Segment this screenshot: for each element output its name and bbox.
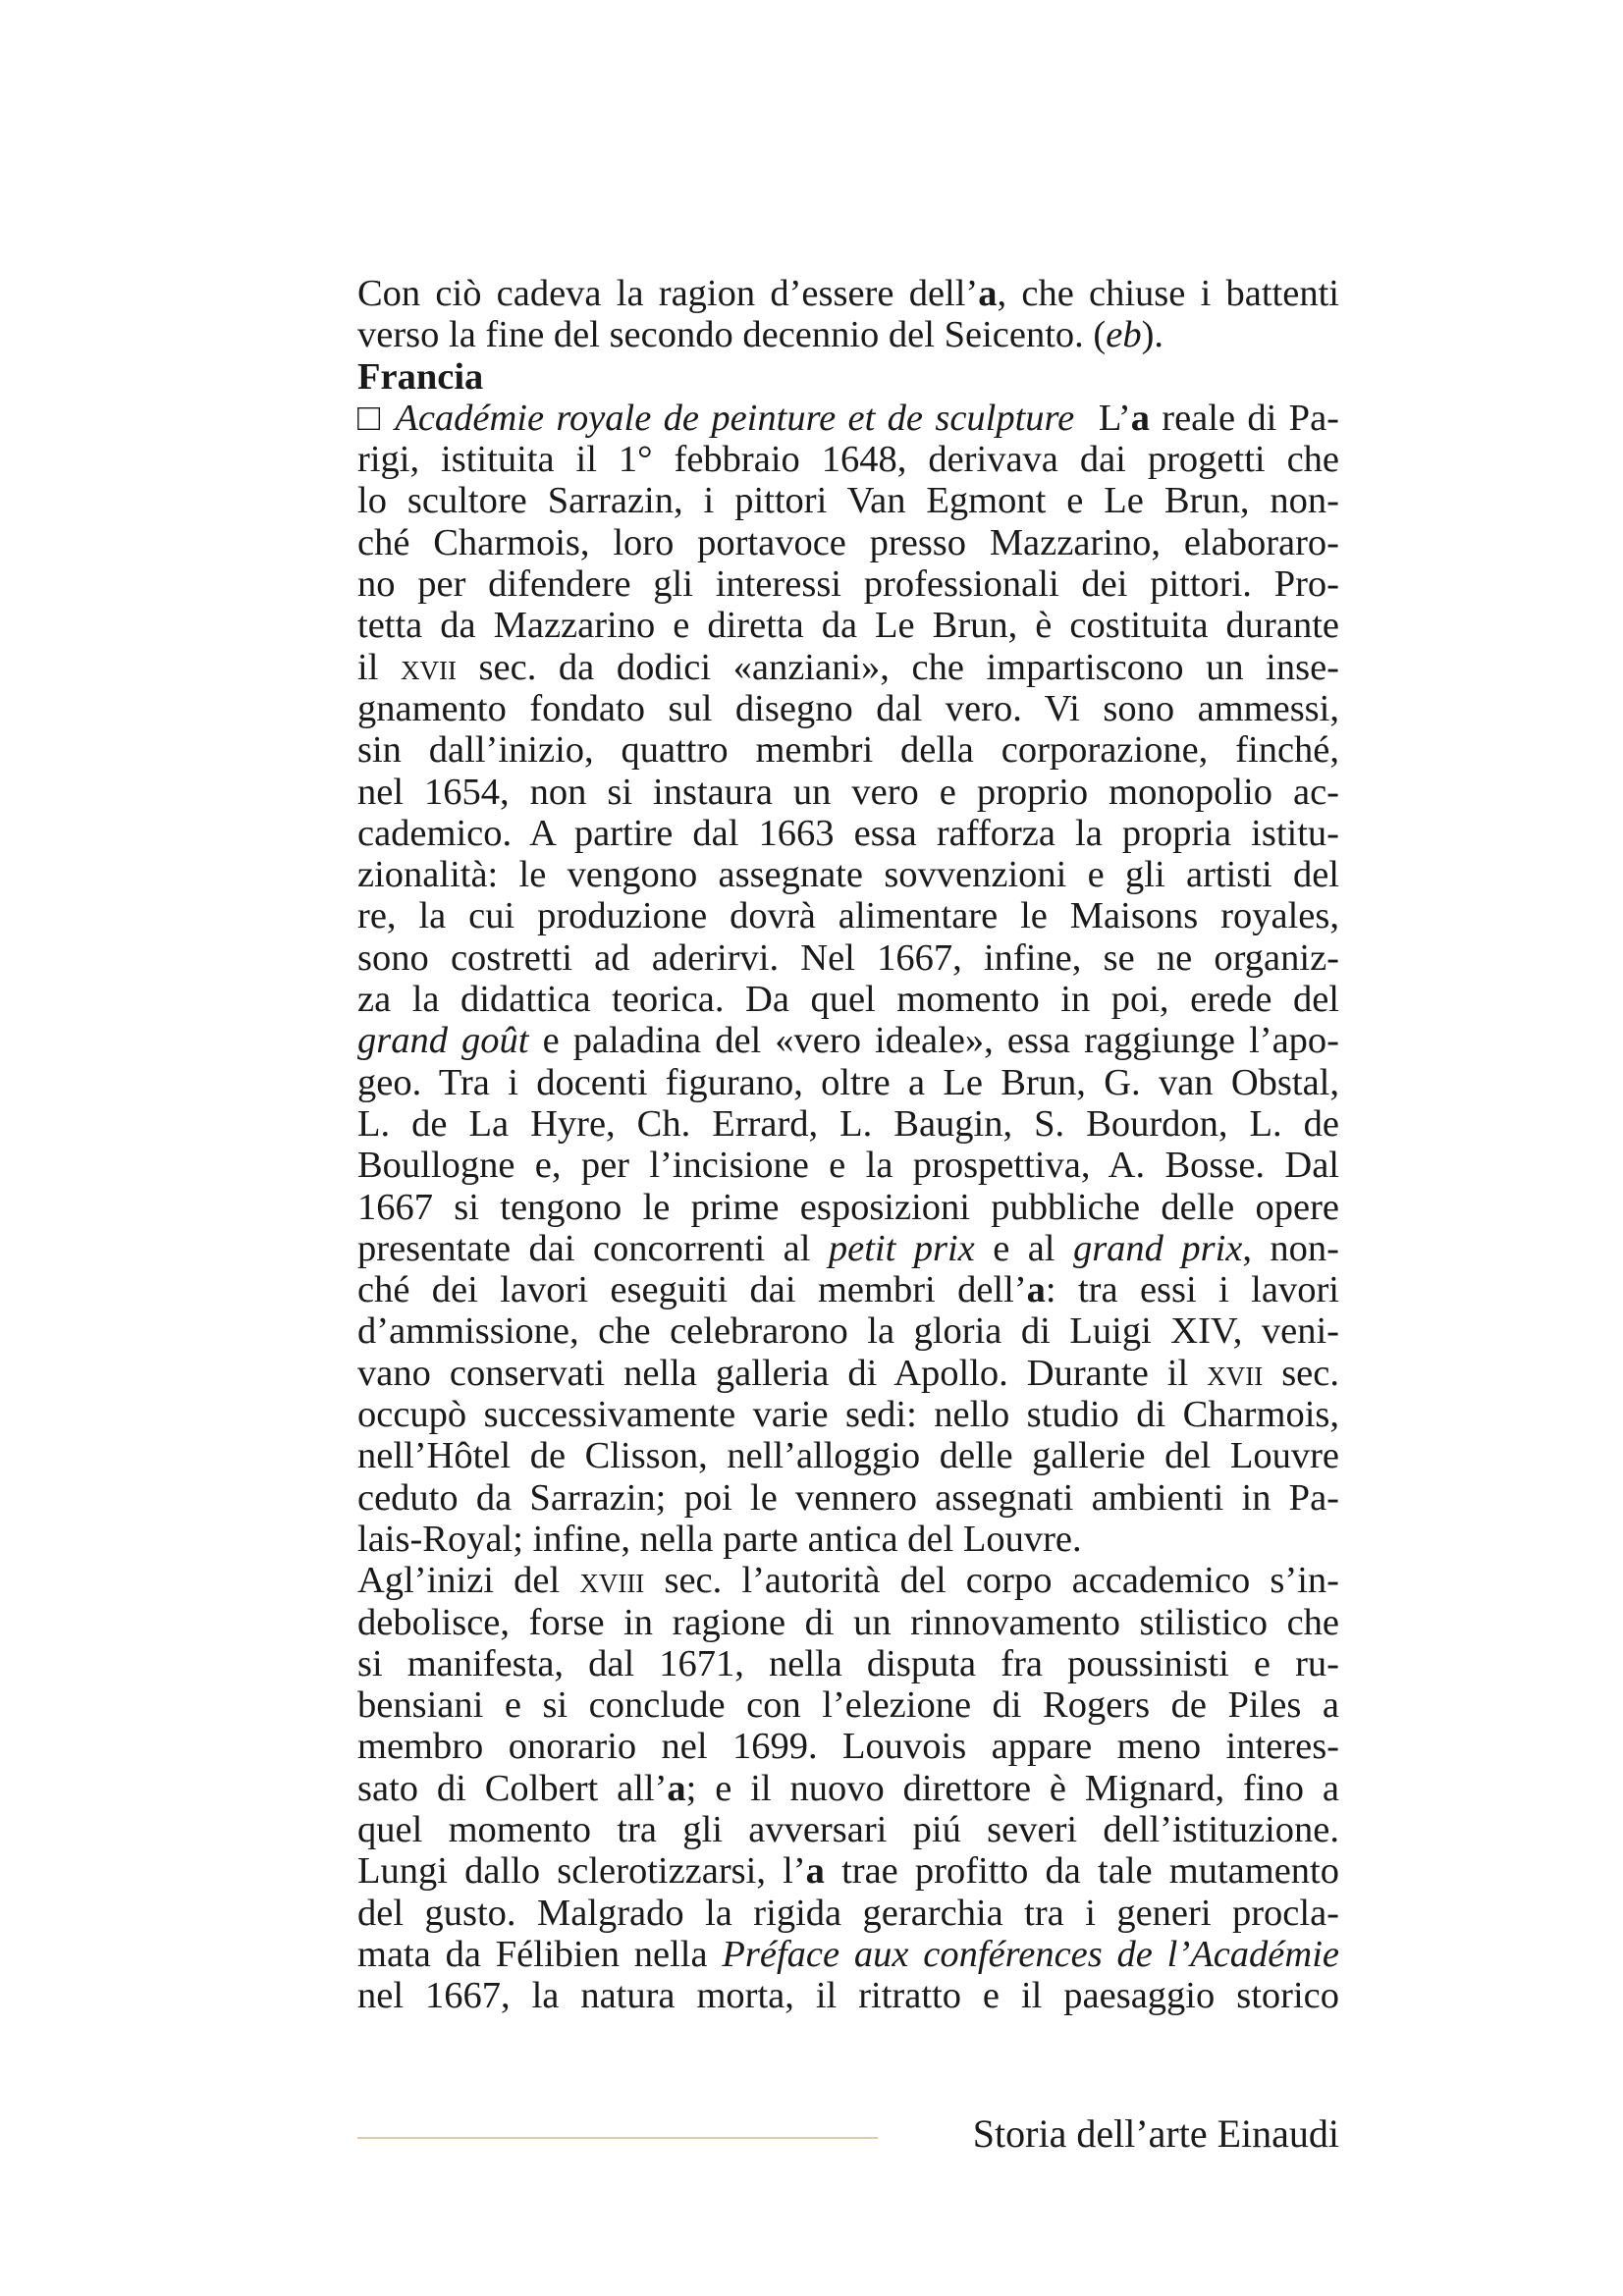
text-line: Con ciò cadeva la ragion d’essere dell’a, che chiuse i battenti [357, 273, 1339, 314]
text-line: bensiani e si conclude con l’elezione di Rogers de Piles a [357, 1684, 1339, 1727]
text-line: Agl’inizi del xviii sec. l’autorità del corpo accademico s’in- [357, 1560, 1339, 1602]
text-line: za la didattica teorica. Da quel momento in poi, erede del [357, 979, 1339, 1021]
text-line: 1667 si tengono le prime esposizioni pubbliche delle opere [357, 1186, 1339, 1228]
text-line: occupò successivamente varie sedi: nello studio di Charmois, [357, 1394, 1339, 1436]
footer-title: Storia dell’arte Einaudi [972, 2111, 1339, 2156]
text-line: del gusto. Malgrado la rigida gerarchia tra i generi procla- [357, 1892, 1339, 1934]
text-line: ceduto da Sarrazin; poi le vennero assegnati ambienti in Pa- [357, 1476, 1339, 1519]
text-line: sato di Colbert all’a; e il nuovo direttore è Mignard, fino a [357, 1767, 1339, 1809]
text-line: mata da Félibien nella Préface aux conférences de l’Académie [357, 1933, 1339, 1975]
text-line: zionalità: le vengono assegnate sovvenzioni e gli artisti del [357, 854, 1339, 896]
text-line: cademico. A partire dal 1663 essa rafforza la propria istitu- [357, 812, 1339, 854]
text-line: nell’Hôtel de Clisson, nell’alloggio delle gallerie del Louvre [357, 1435, 1339, 1477]
text-line: lo scultore Sarrazin, i pittori Van Egmont e Le Brun, non- [357, 480, 1339, 522]
text-line: nel 1667, la natura morta, il ritratto e il paesaggio storico [357, 1975, 1339, 2017]
text-line: d’ammissione, che celebrarono la gloria di Luigi XIV, veni- [357, 1310, 1339, 1353]
text-line: sono costretti ad aderirvi. Nel 1667, infine, se ne organiz- [357, 936, 1339, 979]
footer-divider [357, 2137, 878, 2139]
text-line: ché dei lavori eseguiti dai membri dell’a: tra essi i lavori [357, 1269, 1339, 1311]
text-line: rigi, istituita il 1° febbraio 1648, derivava dai progetti che [357, 439, 1339, 481]
text-line: Boullogne e, per l’incisione e la prospettiva, A. Bosse. Dal [357, 1145, 1339, 1187]
text-line: sin dall’inizio, quattro membri della corporazione, finché, [357, 729, 1339, 772]
text-line: membro onorario nel 1699. Louvois appare meno interes- [357, 1726, 1339, 1768]
text-line: quel momento tra gli avversari piú severi dell’istituzione. [357, 1808, 1339, 1850]
text-line: no per difendere gli interessi professionali dei pittori. Pro- [357, 563, 1339, 606]
text-line: tetta da Mazzarino e diretta da Le Brun, è costituita durante [357, 605, 1339, 647]
text-line: si manifesta, dal 1671, nella disputa fra poussinisti e ru- [357, 1642, 1339, 1684]
text-line: L. de La Hyre, Ch. Errard, L. Baugin, S. Bourdon, L. de [357, 1102, 1339, 1145]
text-line: □ Académie royale de peinture et de sculpture L’a reale di Pa- [357, 397, 1339, 439]
text-line: Lungi dallo sclerotizzarsi, l’a trae profitto da tale mutamento [357, 1850, 1340, 1893]
text-line: geo. Tra i docenti figurano, oltre a Le Brun, G. van Obstal, [357, 1061, 1339, 1103]
text-line: verso la fine del secondo decennio del Seicento. (eb). [357, 314, 1164, 356]
text-line: nel 1654, non si instaura un vero e proprio monopolio ac- [357, 771, 1339, 813]
text-line: ché Charmois, loro portavoce presso Mazzarino, elaboraro- [357, 521, 1339, 563]
text-line: il xvii sec. da dodici «anziani», che impartiscono un inse- [357, 646, 1339, 688]
text-line: vano conservati nella galleria di Apollo. Durante il xvii sec. [357, 1352, 1339, 1394]
text-line: gnamento fondato sul disegno dal vero. Vi sono ammessi, [357, 687, 1339, 729]
document-body [357, 273, 1339, 2016]
text-line: debolisce, forse in ragione di un rinnovamento stilistico che [357, 1601, 1339, 1643]
section-heading: Francia [357, 355, 484, 398]
text-line: grand goût e paladina del «vero ideale», essa raggiunge l’apo- [357, 1020, 1339, 1062]
text-line: lais-Royal; infine, nella parte antica del Louvre. [357, 1518, 1082, 1560]
text-line: presentate dai concorrenti al petit prix e al grand prix, non- [357, 1227, 1340, 1269]
text-line: re, la cui produzione dovrà alimentare le Maisons royales, [357, 895, 1339, 937]
